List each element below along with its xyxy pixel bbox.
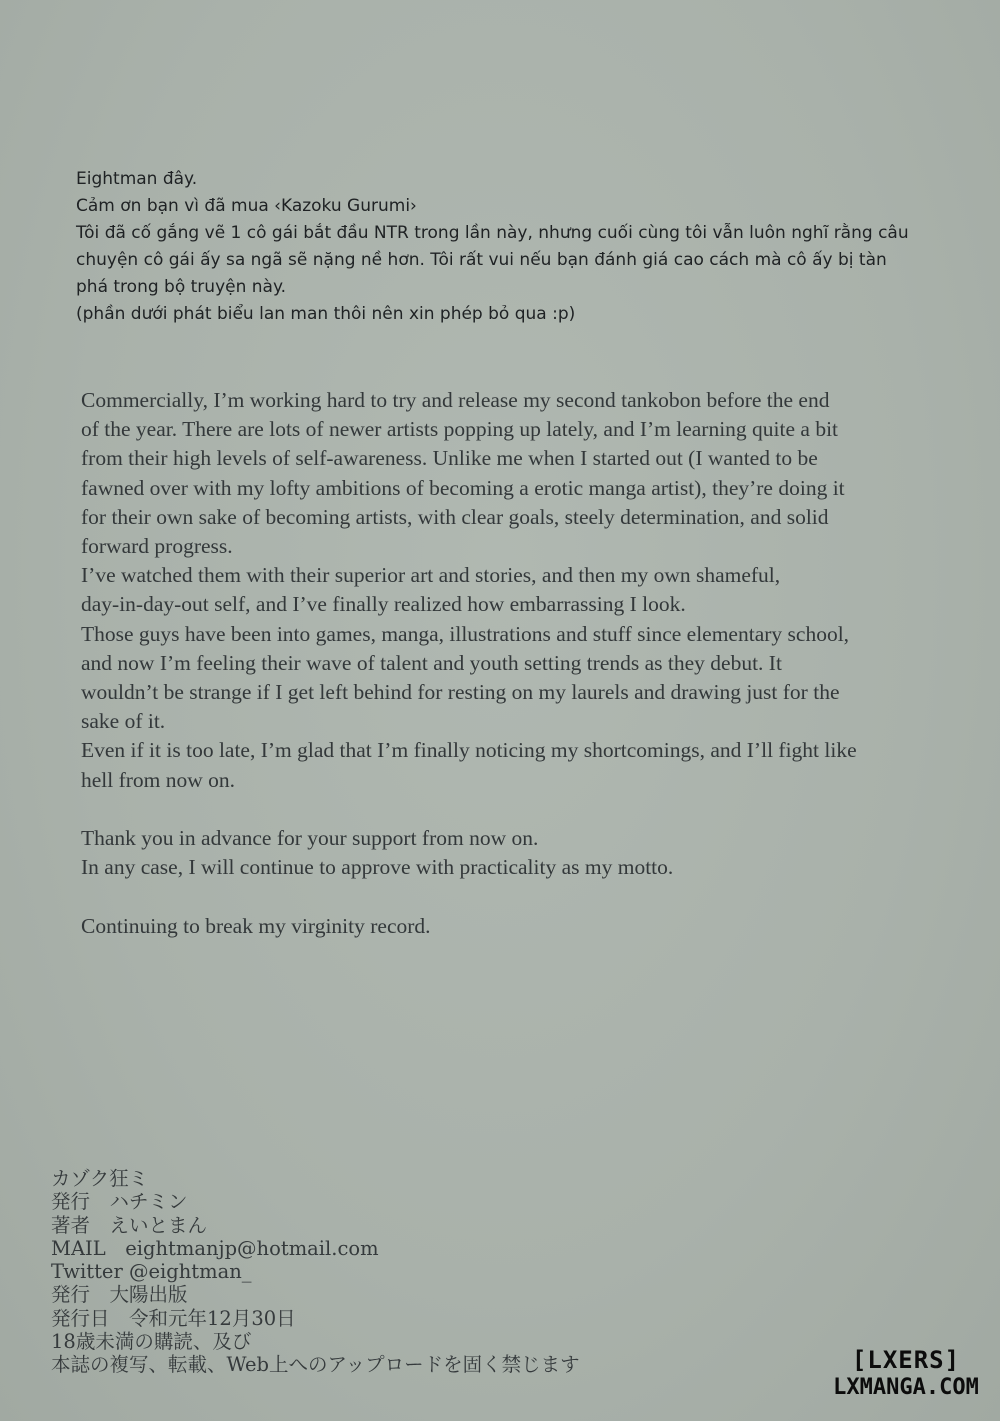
afterword-line: from their high levels of self-awareness. Unlike me when I started out (I wanted to be — [81, 446, 818, 471]
afterword-line: I’ve watched them with their superior art and stories, and then my own shameful, — [81, 563, 781, 588]
afterword-line: and now I’m feeling their wave of talent and youth setting trends as they debut. It — [81, 650, 782, 675]
afterword-line: for their own sake of becoming artists, with clear goals, steely determination, and solid — [81, 504, 829, 529]
colophon-publisher: 発行 ハチミン — [51, 1190, 188, 1214]
afterword-line: day-in-day-out self, and I’ve finally realized how embarrassing I look. — [81, 592, 686, 617]
translator-note-line: Eightman đây. — [76, 169, 198, 189]
translator-note-line: Tôi đã cố gắng vẽ 1 cô gái bắt đầu NTR trong lần này, nhưng cuối cùng tôi vẫn luôn nghĩ rằng câu — [76, 223, 909, 243]
colophon — [51, 1167, 671, 1377]
watermark — [826, 1346, 986, 1402]
afterword-line: of the year. There are lots of newer artists popping up lately, and I’m learning quite a bit — [81, 417, 839, 442]
colophon-mail: MAIL eightmanjp@hotmail.com — [51, 1236, 379, 1260]
afterword-line: wouldn’t be strange if I get left behind for resting on my laurels and drawing just for the — [81, 680, 840, 705]
colophon-notice: 本誌の複写、転載、Web上へのアップロードを固く禁じます — [51, 1353, 580, 1377]
colophon-printer: 発行 大陽出版 — [51, 1283, 188, 1307]
watermark-top: [LXERS] — [851, 1346, 961, 1374]
afterword-line: fawned over with my lofty ambitions of becoming a erotic manga artist), they’re doing it — [81, 475, 845, 500]
watermark-bottom: LXMANGA.COM — [833, 1375, 979, 1400]
translator-note-line: phá trong bộ truyện này. — [76, 277, 286, 297]
afterword-line: In any case, I will continue to approve with practicality as my motto. — [81, 855, 674, 880]
afterword-line: Those guys have been into games, manga, illustrations and stuff since elementary school, — [81, 621, 850, 646]
translator-note-line: chuyện cô gái ấy sa ngã sẽ nặng nề hơn. Tôi rất vui nếu bạn đánh giá cao cách mà cô ấy bị tàn — [76, 250, 887, 270]
afterword-line: Continuing to break my virginity record. — [81, 913, 431, 938]
afterword-line: hell from now on. — [81, 767, 236, 792]
afterword — [81, 386, 941, 941]
colophon-twitter: Twitter @eightman_ — [51, 1260, 252, 1284]
afterword-line: Even if it is too late, I’m glad that I’m finally noticing my shortcomings, and I’ll fight like — [81, 738, 857, 763]
colophon-date: 発行日 令和元年12月30日 — [51, 1306, 296, 1330]
colophon-notice: 18歳未満の購読、及び — [51, 1330, 252, 1354]
paragraph-gap — [81, 795, 941, 824]
translator-note — [76, 166, 936, 328]
translator-note-line: (phần dưới phát biểu lan man thôi nên xin phép bỏ qua :p) — [76, 304, 576, 324]
colophon-title: カゾク狂ミ — [51, 1167, 149, 1190]
afterword-line: Commercially, I’m working hard to try and release my second tankobon before the end — [81, 388, 830, 412]
afterword-line: forward progress. — [81, 534, 233, 559]
translator-note-line: Cảm ơn bạn vì đã mua ‹Kazoku Gurumi› — [76, 196, 417, 216]
colophon-author: 著者 えいとまん — [51, 1213, 208, 1237]
afterword-line: Thank you in advance for your support from now on. — [81, 826, 539, 851]
afterword-line: sake of it. — [81, 709, 166, 734]
paragraph-gap — [81, 882, 941, 911]
